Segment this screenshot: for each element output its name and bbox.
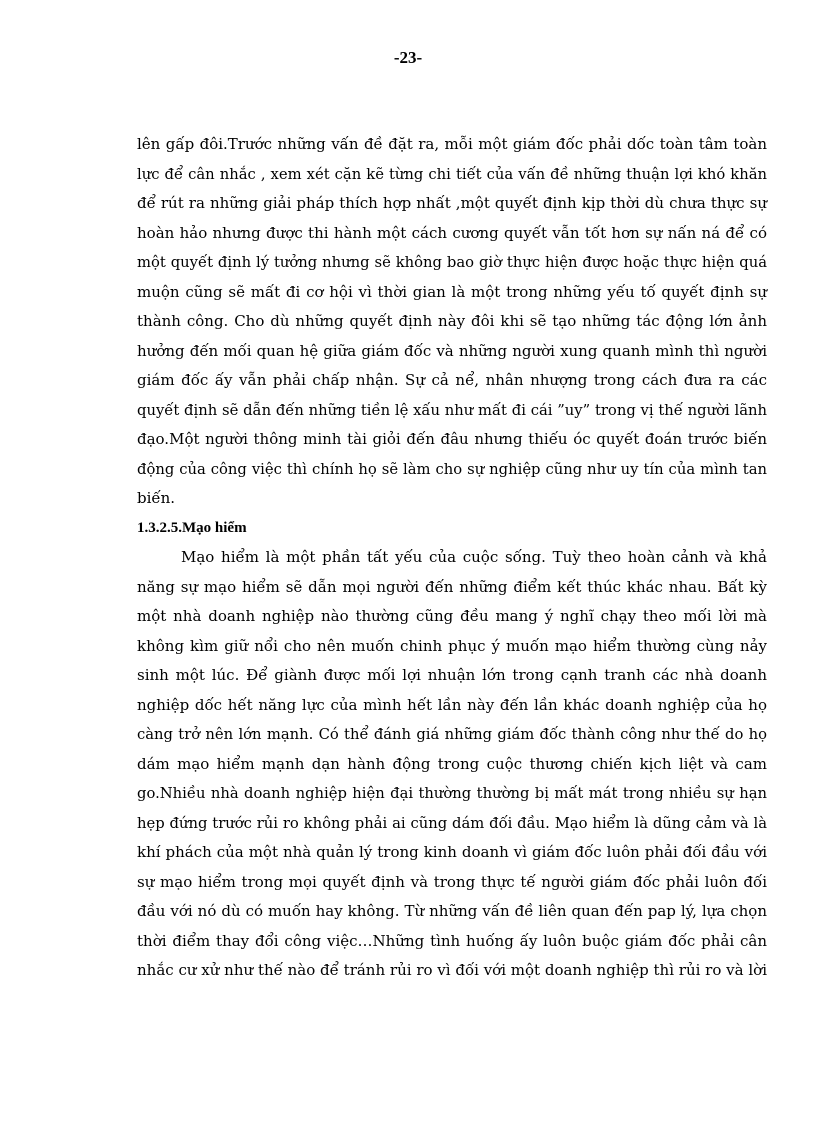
text-line: đạo.Một người thông minh tài giỏi đến đâu nhưng thiếu óc quyết đoán trước biến	[137, 430, 767, 448]
paragraph-decisiveness	[137, 130, 767, 514]
page-number: -23-	[393, 48, 423, 67]
text-line: hưởng đến mối quan hệ giữa giám đốc và những người xung quanh mình thì người	[137, 341, 767, 360]
text-line: biến.	[137, 489, 176, 507]
text-line: sinh một lúc. Để giành được mối lợi nhuận lớn trong cạnh tranh các nhà doanh	[137, 666, 767, 684]
text-line: quyết định sẽ dẫn đến những tiền lệ xấu như mất đi cái ”uy” trong vị thế người lãnh	[137, 401, 767, 419]
text-line: thời điểm thay đổi công việc…Những tình huống ấy luôn buộc giám đốc phải cân	[137, 931, 767, 950]
text-line: sự mạo hiểm trong mọi quyết định và trong thực tế người giám đốc phải luôn đối	[137, 872, 767, 891]
text-line: lên gấp đôi.Trước những vấn đề đặt ra, mỗi một giám đốc phải dốc toàn tâm toàn	[137, 135, 767, 153]
text-line: thành công. Cho dù những quyết định này đôi khi sẽ tạo những tác động lớn ảnh	[137, 312, 767, 330]
text-line: khí phách của một nhà quản lý trong kinh doanh vì giám đốc luôn phải đối đầu với	[137, 843, 767, 861]
text-line: một quyết định lý tưởng nhưng sẽ không bao giờ thực hiện được hoặc thực hiện quá	[137, 254, 767, 271]
text-line: muộn cũng sẽ mất đi cơ hội vì thời gian là một trong những yếu tố quyết định sự	[137, 282, 767, 301]
text-line: hẹp đứng trước rủi ro không phải ai cũng dám đối đầu. Mạo hiểm là dũng cảm và là	[137, 814, 767, 832]
text-line: Mạo hiểm là một phần tất yếu của cuộc sống. Tuỳ theo hoàn cảnh và khả	[181, 548, 767, 566]
text-line: đầu với nó dù có muốn hay không. Từ những vấn đề liên quan đến pap lý, lựa chọn	[137, 902, 767, 920]
text-line: hoàn hảo nhưng được thi hành một cách cương quyết vẫn tốt hơn sự nấn ná để có	[137, 223, 767, 242]
paragraph-risk-taking	[137, 543, 767, 986]
section-heading: 1.3.2.5.Mạo hiểm	[137, 519, 247, 536]
document-body	[137, 130, 767, 986]
text-line: không kìm giữ nổi cho nên muốn chinh phục ý muốn mạo hiểm thường cùng nảy	[137, 636, 767, 655]
text-line: nhắc cư xử như thế nào để tránh rủi ro vì đối với một doanh nghiệp thì rủi ro và lời	[137, 961, 767, 979]
text-line: năng sự mạo hiểm sẽ dẫn mọi người đến những điểm kết thúc khác nhau. Bất kỳ	[137, 577, 767, 596]
text-line: lực để cân nhắc , xem xét cặn kẽ từng chi tiết của vấn đề những thuận lợi khó khăn	[137, 165, 767, 183]
text-line: nghiệp dốc hết năng lực của mình hết lần này đến lần khác doanh nghiệp của họ	[137, 695, 767, 714]
text-line: để rút ra những giải pháp thích hợp nhất ,một quyết định kịp thời dù chưa thực sự	[137, 194, 767, 212]
text-line: một nhà doanh nghiệp nào thường cũng đều mang ý nghĩ chạy theo mối lời mà	[137, 607, 767, 625]
text-line: dám mạo hiểm mạnh dạn hành động trong cuộc thương chiến kịch liệt và cam	[137, 754, 767, 773]
text-line: càng trở nên lớn mạnh. Có thể đánh giá những giám đốc thành công như thế do họ	[137, 726, 767, 743]
text-line: giám đốc ấy vẫn phải chấp nhận. Sự cả nể, nhân nhượng trong cách đưa ra các	[137, 371, 767, 389]
text-line: go.Nhiều nhà doanh nghiệp hiện đại thường thường bị mất mát trong nhiều sự hạn	[137, 785, 767, 802]
text-line: động của công việc thì chính họ sẽ làm cho sự nghiệp cũng như uy tín của mình tan	[137, 460, 767, 478]
